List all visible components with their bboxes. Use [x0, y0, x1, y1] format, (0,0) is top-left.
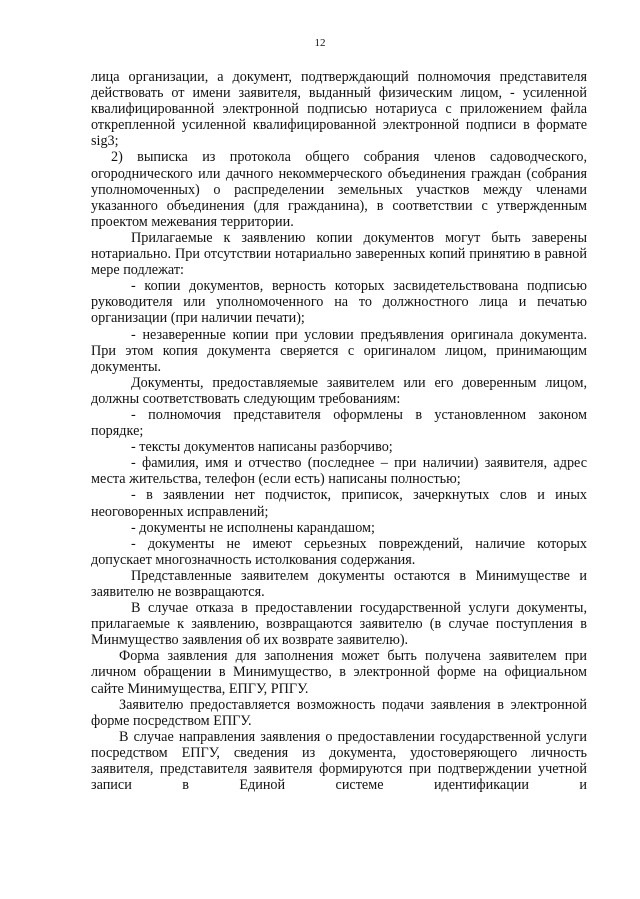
paragraph: В случае направления заявления о предоставлении государственной услуги посредством ЕПГУ, сведения из документа, удостоверяющего личность заявителя, представителя заявителя формируются при подтверждении учетной записи в Единой системе идентификации и: [91, 728, 587, 794]
list-item: - документы не исполнены карандашом;: [131, 519, 375, 536]
list-item: - фамилия, имя и отчество (последнее – при наличии) заявителя, адрес места жительства, телефон (если есть) написаны полностью;: [91, 455, 587, 488]
paragraph: Прилагаемые к заявлению копии документов могут быть заверены нотариально. При отсутствии нотариально заверенных копий принятию в равной мере подлежат:: [91, 229, 587, 279]
paragraph: 2) выписка из протокола общего собрания членов садоводческого, огороднического или дачного некоммерческого объединения граждан (собрания уполномоченных) о распределении земельных участков между членами указанного объединения (для гражданина), в соответствии с утвержденным проектом межевания территории.: [91, 149, 587, 230]
page-number: 12: [314, 37, 326, 49]
list-item: - копии документов, верность которых засвидетельствована подписью руководителя или уполномоченного на то должностного лица и печатью организации (при наличии печати);: [91, 278, 587, 327]
paragraph: Форма заявления для заполнения может быть получена заявителем при личном обращении в Минимущество, в электронной форме на официальном сайте Минимущества, ЕПГУ, РПГУ.: [91, 648, 587, 697]
list-item: - документы не имеют серьезных повреждений, наличие которых допускает многозначность истолкования содержания.: [91, 535, 587, 568]
list-item: - полномочия представителя оформлены в установленном законом порядке;: [91, 406, 587, 440]
list-item: - незаверенные копии при условии предъявления оригинала документа. При этом копия документа сверяется с оригиналом лицом, принимающим документы.: [91, 326, 587, 375]
paragraph: лица организации, а документ, подтверждающий полномочия представителя действовать от имени заявителя, выданный физическим лицом, - усиленной квалифицированной электронной подписью нотариуса с приложением файла открепленной усиленной квалифицированной электронной подписи в формате sig3;: [91, 69, 587, 150]
paragraph: Заявителю предоставляется возможность подачи заявления в электронной форме посредством ЕПГУ.: [91, 696, 587, 729]
paragraph: Представленные заявителем документы остаются в Минимуществе и заявителю не возвращаются.: [91, 567, 587, 600]
paragraph: В случае отказа в предоставлении государственной услуги документы, прилагаемые к заявлению, возвращаются заявителю (в случае поступления в Минмущество заявления об их возврате заявителю).: [91, 600, 587, 649]
paragraph: Документы, предоставляемые заявителем или его доверенным лицом, должны соответствовать следующим требованиям:: [91, 374, 587, 407]
list-item: - тексты документов написаны разборчиво;: [131, 439, 393, 456]
document-body: [91, 69, 587, 793]
list-item: - в заявлении нет подчисток, приписок, зачеркнутых слов и иных неоговоренных исправлений;: [91, 487, 587, 520]
